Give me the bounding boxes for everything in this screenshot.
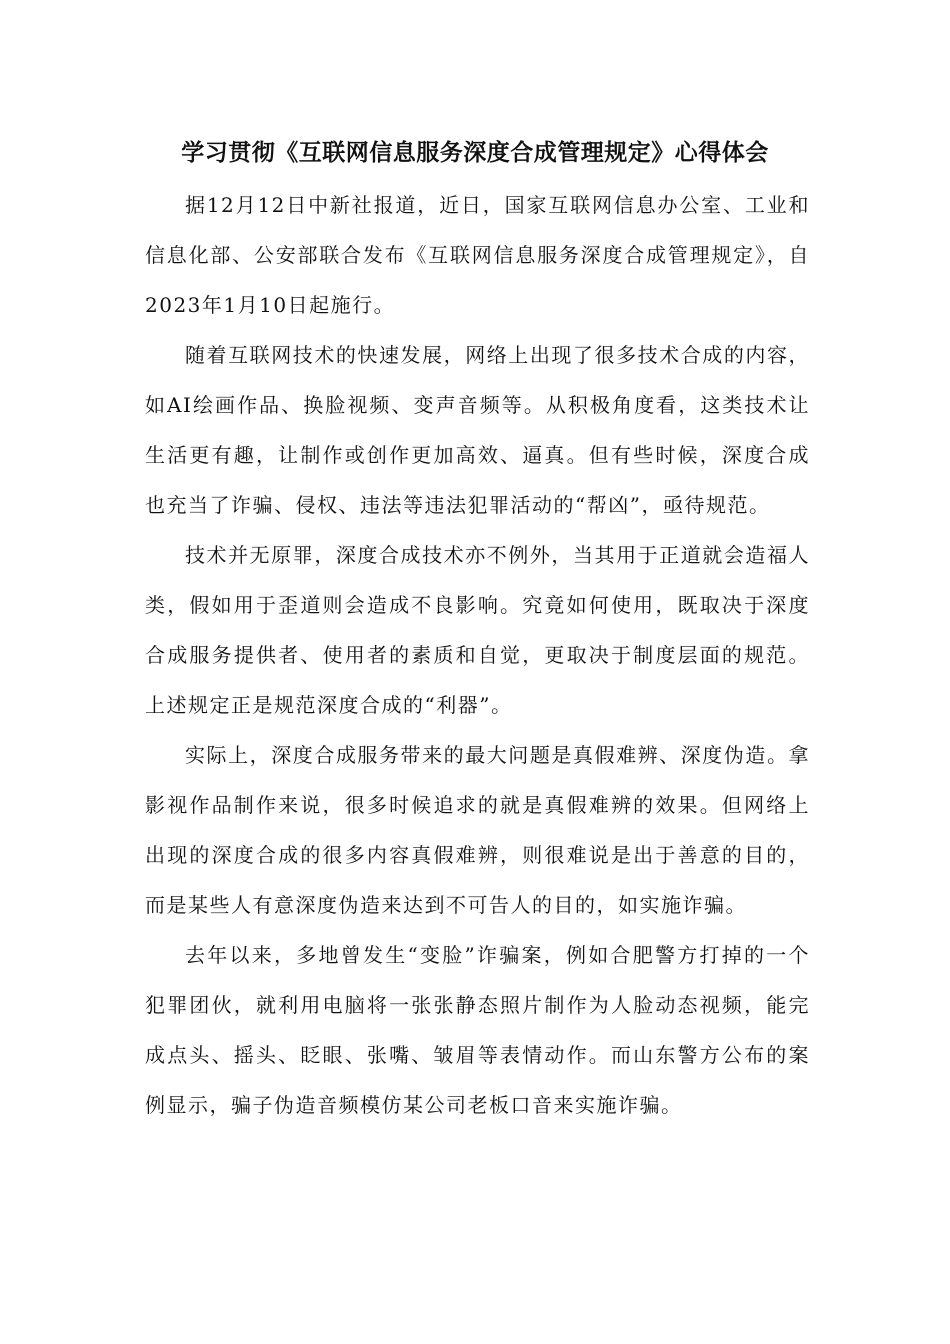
- document-body: [145, 180, 810, 1130]
- paragraph-5: 去年以来，多地曾发生“变脸”诈骗案，例如合肥警方打掉的一个犯罪团伙，就利用电脑将一张张静态照片制作为人脸动态视频，能完成点头、摇头、眨眼、张嘴、皱眉等表情动作。而山东警方公布的案例显示，骗子伪造音频模仿某公司老板口音来实施诈骗。: [145, 943, 810, 1117]
- paragraph-1: 据12月12日中新社报道，近日，国家互联网信息办公室、工业和信息化部、公安部联合发布《互联网信息服务深度合成管理规定》，自2023年1月10日起施行。: [145, 193, 810, 317]
- paragraph-4: 实际上，深度合成服务带来的最大问题是真假难辨、深度伪造。拿影视作品制作来说，很多时候追求的就是真假难辨的效果。但网络上出现的深度合成的很多内容真假难辨，则很难说是出于善意的目的，而是某些人有意深度伪造来达到不可告人的目的，如实施诈骗。: [145, 743, 810, 917]
- paragraph-2: 随着互联网技术的快速发展，网络上出现了很多技术合成的内容，如AI绘画作品、换脸视频、变声音频等。从积极角度看，这类技术让生活更有趣，让制作或创作更加高效、逼真。但有些时候，深度合成也充当了诈骗、侵权、违法等违法犯罪活动的“帮凶”，亟待规范。: [145, 343, 810, 517]
- paragraph-3: 技术并无原罪，深度合成技术亦不例外，当其用于正道就会造福人类，假如用于歪道则会造成不良影响。究竟如何使用，既取决于深度合成服务提供者、使用者的素质和自觉，更取决于制度层面的规范。上述规定正是规范深度合成的“利器”。: [145, 543, 810, 717]
- document-title: 学习贯彻《互联网信息服务深度合成管理规定》心得体会: [181, 139, 769, 166]
